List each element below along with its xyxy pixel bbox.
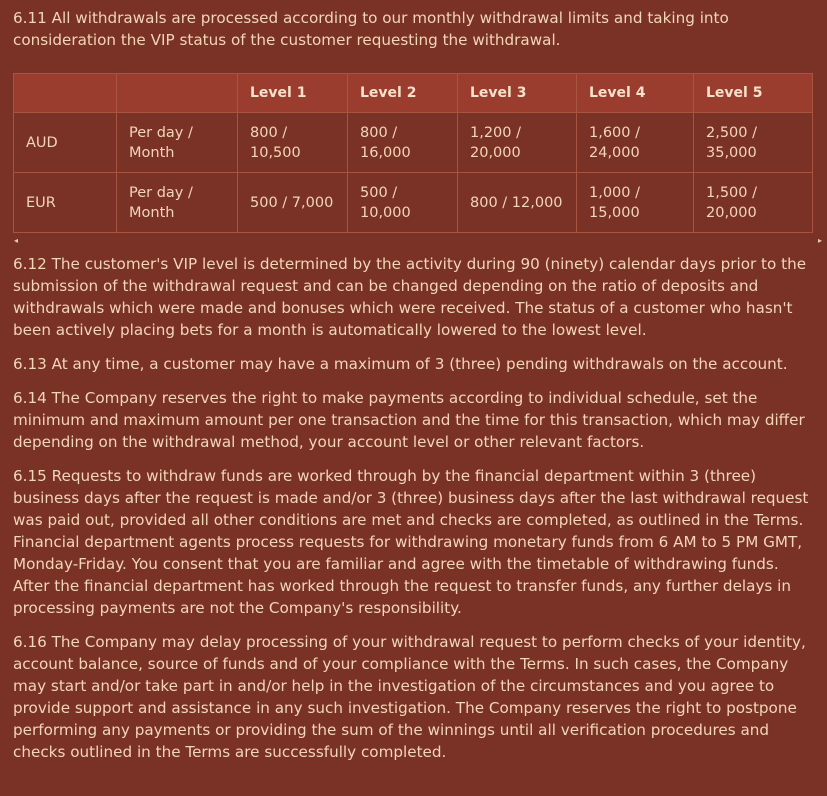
table-row-aud: [14, 113, 813, 173]
limit-cell-level-4: [577, 173, 694, 233]
header-cell-level-5: Level 5: [694, 74, 813, 113]
limit-cell-level-1: [238, 173, 348, 233]
limit-line: 1,600 /: [589, 124, 641, 141]
section-6-14: 6.14 The Company reserves the right to make payments according to individual schedule, set the minimum and maximum amount per one transaction and the time for this transaction, which may differ depending on the withdrawal method, your account level or other relevant factors.: [13, 389, 805, 451]
section-6-12: 6.12 The customer's VIP level is determined by the activity during 90 (ninety) calendar days prior to the submission of the withdrawal request and can be changed depending on the ratio of deposits and withdrawals which were made and bonuses which were received. The status of a customer who hasn't been actively placing bets for a month is automatically lowered to the lowest level.: [13, 255, 807, 339]
period-cell: [117, 173, 238, 233]
limit-cell-level-2: [348, 173, 458, 233]
table-row-eur: [14, 173, 813, 233]
limit-cell-level-3: [458, 173, 577, 233]
limit-line: 20,000: [470, 144, 521, 161]
limit-line: 1,000 /: [589, 184, 641, 201]
limit-line: 10,000: [360, 204, 411, 221]
limit-line: 2,500 /: [706, 124, 758, 141]
limit-line: 10,500: [250, 144, 301, 161]
limit-cell-level-3: [458, 113, 577, 173]
withdrawal-limits-table: [13, 73, 813, 233]
limit-line: 16,000: [360, 144, 411, 161]
header-cell-currency: [14, 74, 117, 113]
section-6-13: 6.13 At any time, a customer may have a maximum of 3 (three) pending withdrawals on the account.: [13, 355, 788, 373]
limit-cell-level-5: [694, 173, 813, 233]
scroll-right-arrow-icon[interactable]: ▸: [817, 236, 822, 245]
limit-line: 800 /: [360, 124, 398, 141]
currency-cell: AUD: [14, 113, 117, 173]
header-cell-period: [117, 74, 238, 113]
limit-line: 35,000: [706, 144, 757, 161]
currency-cell: EUR: [14, 173, 117, 233]
table-header-row: [14, 74, 813, 113]
header-cell-level-4: Level 4: [577, 74, 694, 113]
limit-line: 20,000: [706, 204, 757, 221]
table-scroll-indicator: [13, 233, 822, 253]
period-line: Month: [129, 144, 175, 161]
limit-line: 24,000: [589, 144, 640, 161]
scroll-left-arrow-icon[interactable]: ◂: [14, 236, 19, 245]
header-cell-level-2: Level 2: [348, 74, 458, 113]
period-line: Per day /: [129, 184, 193, 201]
limit-line: 1,500 /: [706, 184, 758, 201]
period-line: Per day /: [129, 124, 193, 141]
limit-cell-level-4: [577, 113, 694, 173]
section-6-11: 6.11 All withdrawals are processed according to our monthly withdrawal limits and taking into consideration the VIP status of the customer requesting the withdrawal.: [13, 9, 729, 49]
header-cell-level-1: Level 1: [238, 74, 348, 113]
limit-line: 500 / 7,000: [250, 194, 334, 211]
withdrawal-limits-table-container[interactable]: [13, 73, 822, 253]
limit-cell-level-2: [348, 113, 458, 173]
limit-line: 500 /: [360, 184, 398, 201]
limit-cell-level-1: [238, 113, 348, 173]
limit-line: 15,000: [589, 204, 640, 221]
section-6-15: 6.15 Requests to withdraw funds are worked through by the financial department within 3 (three) business days after the request is made and/or 3 (three) business days after the last withdrawal request was paid out, provided all other conditions are met and checks are completed, as outlined in the Terms. Financial department agents process requests for withdrawing monetary funds from 6 AM to 5 PM GMT, Monday-Friday. You consent that you are familiar and agree with the timetable of withdrawing funds. After the financial department has worked through the request to transfer funds, any further delays in processing payments are not the Company's responsibility.: [13, 467, 809, 617]
limit-line: 800 /: [250, 124, 288, 141]
period-cell: [117, 113, 238, 173]
limit-line: 800 / 12,000: [470, 194, 563, 211]
header-cell-level-3: Level 3: [458, 74, 577, 113]
limit-line: 1,200 /: [470, 124, 522, 141]
limit-cell-level-5: [694, 113, 813, 173]
period-line: Month: [129, 204, 175, 221]
section-6-16: 6.16 The Company may delay processing of your withdrawal request to perform checks of your identity, account balance, source of funds and of your compliance with the Terms. In such cases, the Company may start and/or take part in and/or help in the investigation of the circumstances and you agree to provide support and assistance in any such investigation. The Company reserves the right to postpone performing any payments or providing the sum of the winnings until all verification procedures and checks outlined in the Terms are successfully completed.: [13, 633, 806, 761]
